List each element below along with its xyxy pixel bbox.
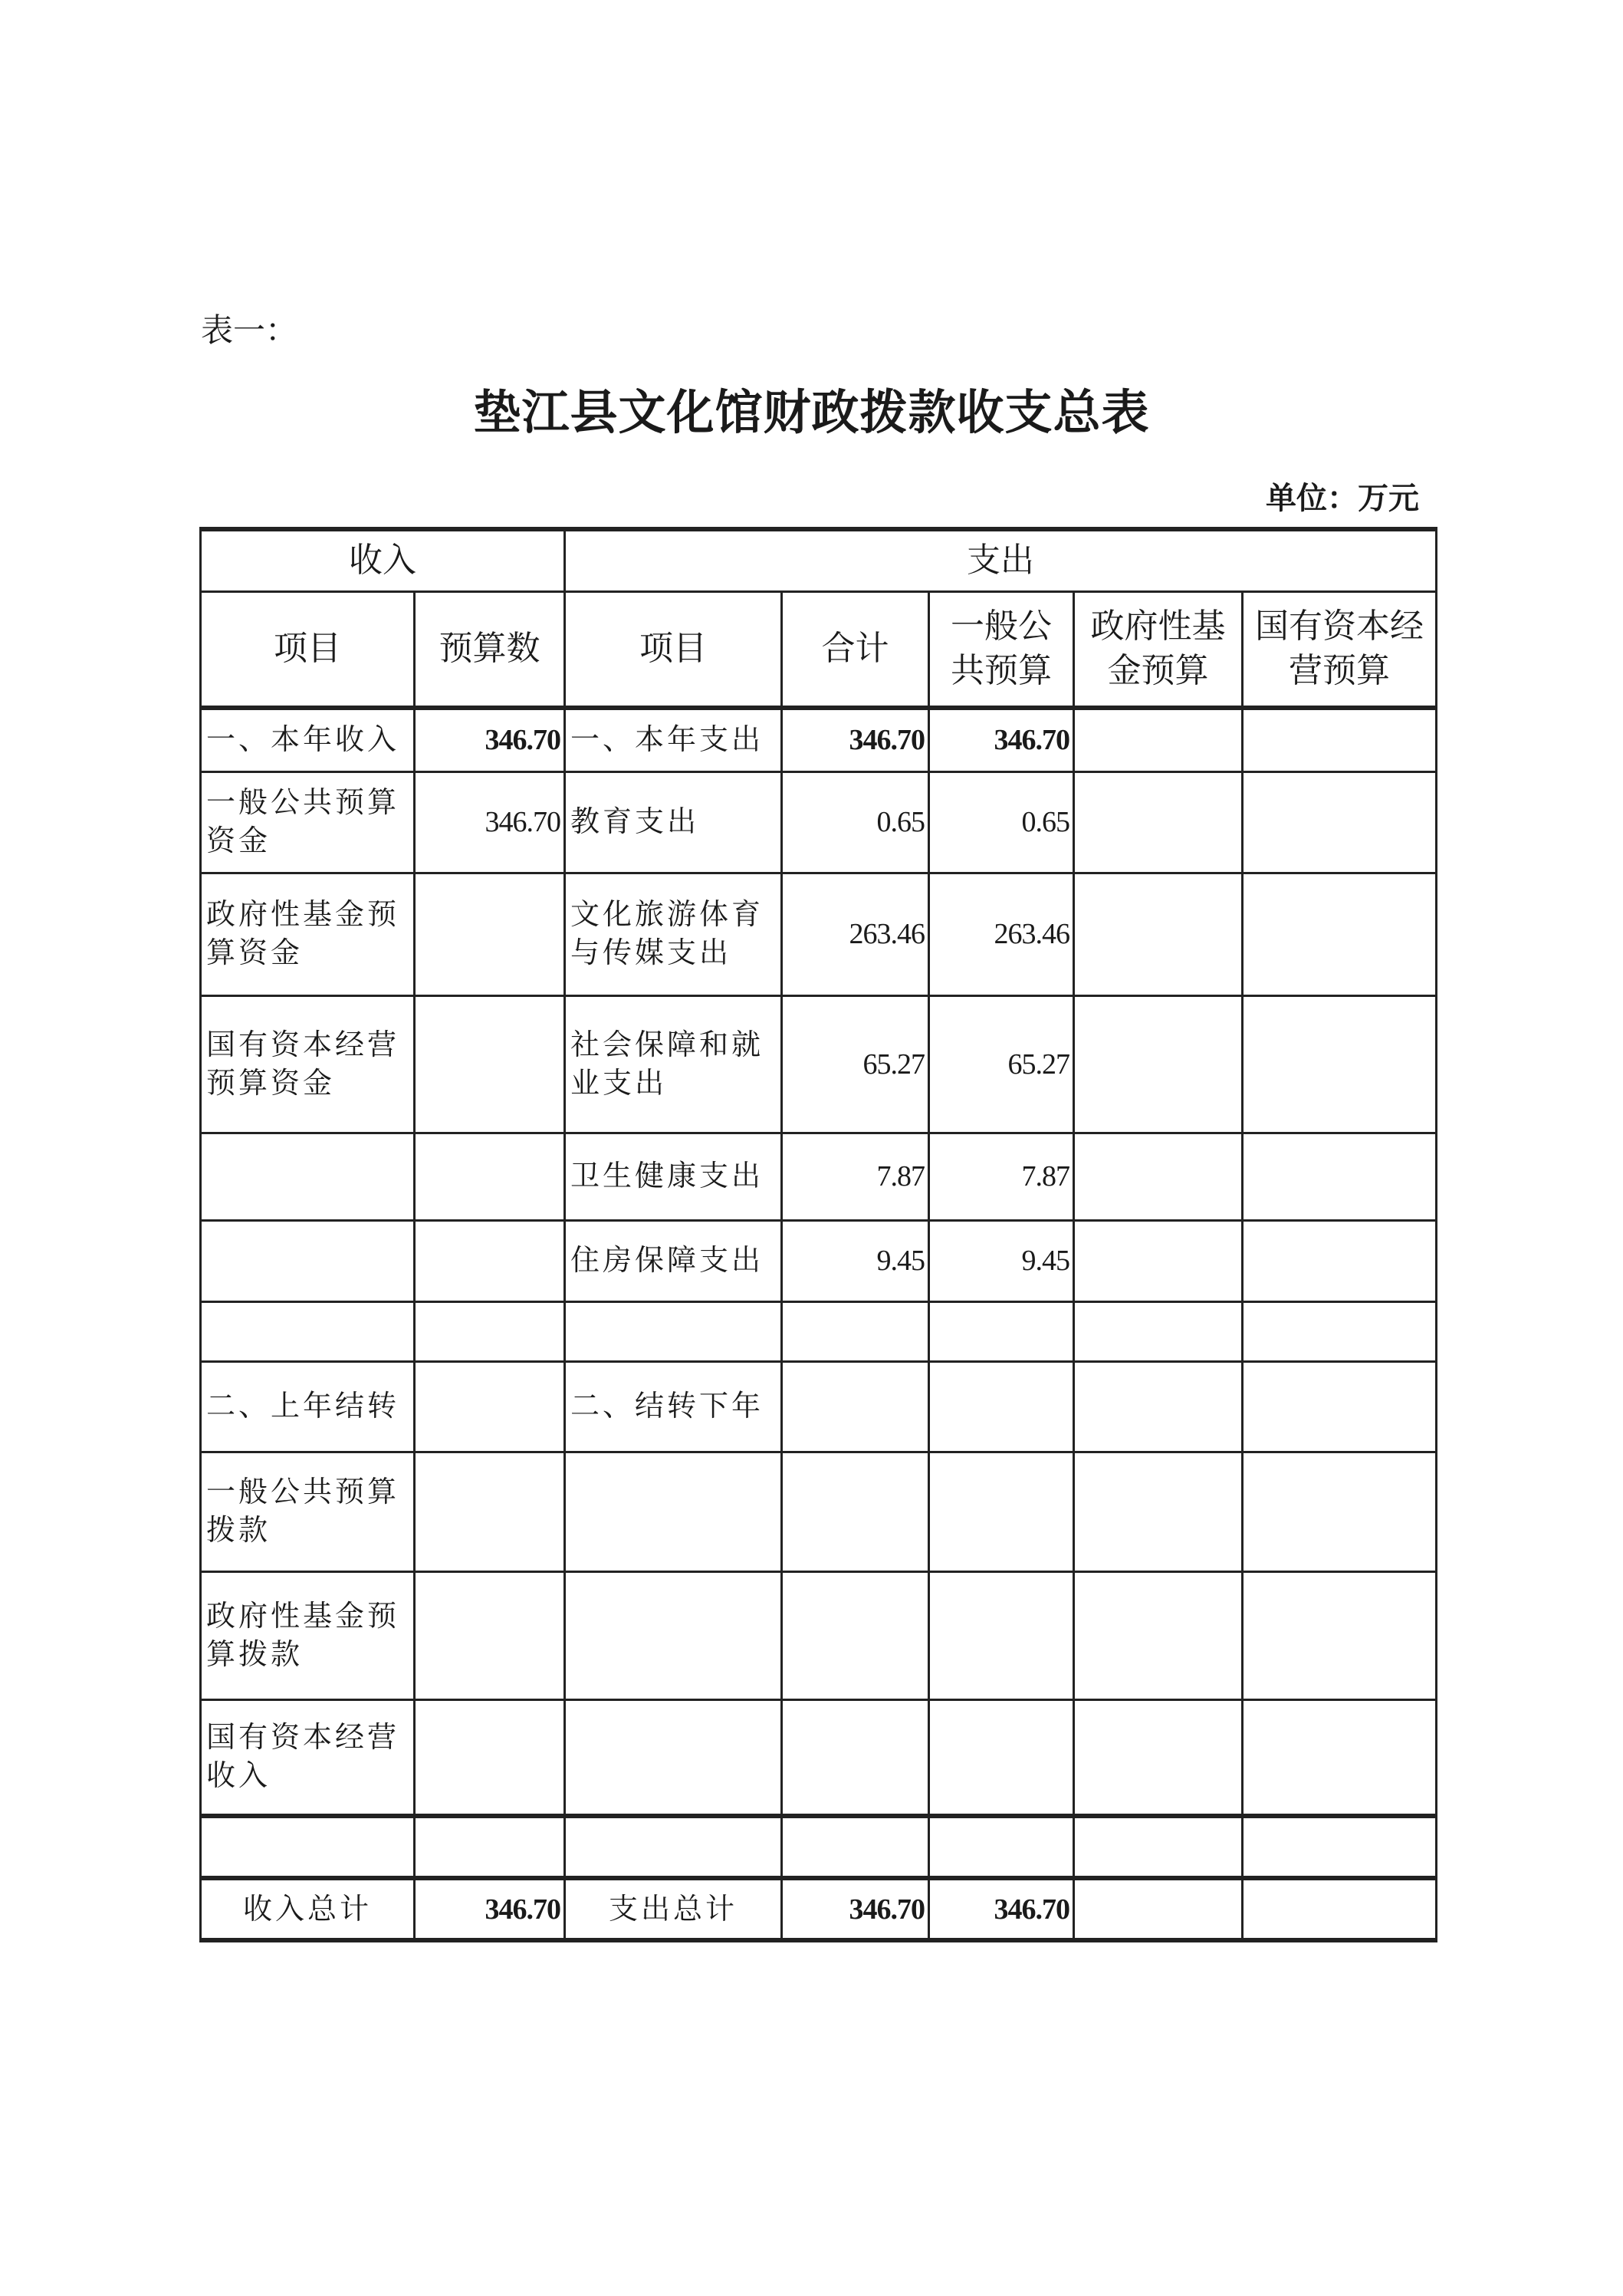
cell-c (565, 1571, 782, 1699)
cell-b (415, 873, 565, 995)
header-row-2 (201, 591, 1437, 708)
cell-f (1074, 1571, 1243, 1699)
cell-g (1243, 1133, 1437, 1220)
cell-a: 收入总计 (201, 1878, 415, 1940)
cell-g (1243, 1301, 1437, 1361)
table-row (201, 708, 1437, 771)
cell-b (415, 1699, 565, 1816)
cell-f (1074, 1133, 1243, 1220)
cell-f (1074, 1816, 1243, 1878)
cell-f (1074, 1220, 1243, 1301)
cell-c: 二、结转下年 (565, 1361, 782, 1452)
cell-f (1074, 1878, 1243, 1940)
col-header: 项目 (565, 591, 782, 708)
cell-b: 346.70 (415, 1878, 565, 1940)
cell-b: 346.70 (415, 771, 565, 873)
cell-e: 346.70 (929, 708, 1074, 771)
table-row (201, 873, 1437, 995)
cell-g (1243, 1878, 1437, 1940)
cell-e (929, 1816, 1074, 1878)
cell-d: 9.45 (782, 1220, 929, 1301)
cell-d: 65.27 (782, 995, 929, 1133)
cell-e (929, 1361, 1074, 1452)
cell-d (782, 1452, 929, 1571)
cell-d (782, 1816, 929, 1878)
cell-d: 0.65 (782, 771, 929, 873)
cell-f (1074, 1452, 1243, 1571)
cell-e (929, 1571, 1074, 1699)
table-row (201, 1699, 1437, 1816)
col-header: 国有资本经营预算 (1243, 591, 1437, 708)
cell-g (1243, 708, 1437, 771)
cell-a: 一般公共预算拨款 (201, 1452, 415, 1571)
table-row (201, 1301, 1437, 1361)
table-row (201, 1220, 1437, 1301)
table-row (201, 1361, 1437, 1452)
cell-d (782, 1301, 929, 1361)
cell-g (1243, 1361, 1437, 1452)
page-title: 垫江县文化馆财政拨款收支总表 (473, 384, 1150, 440)
cell-d: 346.70 (782, 708, 929, 771)
cell-g (1243, 1571, 1437, 1699)
cell-d (782, 1361, 929, 1452)
table-label: 表一： (201, 311, 298, 349)
cell-f (1074, 1301, 1243, 1361)
cell-a: 政府性基金预算资金 (201, 873, 415, 995)
table-row (201, 1878, 1437, 1940)
cell-b (415, 1571, 565, 1699)
cell-g (1243, 1816, 1437, 1878)
cell-c: 卫生健康支出 (565, 1133, 782, 1220)
cell-c: 支出总计 (565, 1878, 782, 1940)
cell-f (1074, 1699, 1243, 1816)
cell-e: 263.46 (929, 873, 1074, 995)
cell-e (929, 1301, 1074, 1361)
cell-a (201, 1816, 415, 1878)
cell-f (1074, 1361, 1243, 1452)
col-header: 预算数 (415, 591, 565, 708)
header-row-1 (201, 529, 1437, 591)
budget-table (199, 527, 1437, 1942)
col-header: 政府性基金预算 (1074, 591, 1243, 708)
cell-b (415, 1452, 565, 1571)
cell-d: 263.46 (782, 873, 929, 995)
cell-e (929, 1699, 1074, 1816)
col-header: 一般公共预算 (929, 591, 1074, 708)
cell-b (415, 1361, 565, 1452)
cell-a (201, 1220, 415, 1301)
table-row (201, 1816, 1437, 1878)
cell-a: 政府性基金预算拨款 (201, 1571, 415, 1699)
cell-e: 9.45 (929, 1220, 1074, 1301)
cell-a (201, 1133, 415, 1220)
cell-b (415, 1133, 565, 1220)
cell-a: 国有资本经营收入 (201, 1699, 415, 1816)
table-row (201, 995, 1437, 1133)
cell-c: 教育支出 (565, 771, 782, 873)
cell-c: 文化旅游体育与传媒支出 (565, 873, 782, 995)
cell-g (1243, 1220, 1437, 1301)
cell-a (201, 1301, 415, 1361)
cell-a: 国有资本经营预算资金 (201, 995, 415, 1133)
cell-d: 7.87 (782, 1133, 929, 1220)
cell-b (415, 1220, 565, 1301)
cell-g (1243, 1699, 1437, 1816)
cell-c (565, 1699, 782, 1816)
cell-a: 一、本年收入 (201, 708, 415, 771)
cell-b: 346.70 (415, 708, 565, 771)
table-row (201, 771, 1437, 873)
cell-f (1074, 771, 1243, 873)
header-income: 收入 (201, 529, 565, 591)
cell-c: 住房保障支出 (565, 1220, 782, 1301)
cell-e (929, 1452, 1074, 1571)
col-header: 项目 (201, 591, 415, 708)
cell-e: 0.65 (929, 771, 1074, 873)
cell-g (1243, 873, 1437, 995)
cell-e: 65.27 (929, 995, 1074, 1133)
cell-d: 346.70 (782, 1878, 929, 1940)
cell-a: 一般公共预算资金 (201, 771, 415, 873)
col-header: 合计 (782, 591, 929, 708)
table-row (201, 1571, 1437, 1699)
cell-d (782, 1571, 929, 1699)
unit-label: 单位：万元 (1266, 480, 1419, 516)
cell-b (415, 1816, 565, 1878)
cell-d (782, 1699, 929, 1816)
cell-g (1243, 771, 1437, 873)
cell-c: 社会保障和就业支出 (565, 995, 782, 1133)
cell-c (565, 1452, 782, 1571)
cell-g (1243, 1452, 1437, 1571)
table-row (201, 1452, 1437, 1571)
cell-a: 二、上年结转 (201, 1361, 415, 1452)
table-row (201, 1133, 1437, 1220)
cell-b (415, 995, 565, 1133)
cell-f (1074, 873, 1243, 995)
cell-e: 346.70 (929, 1878, 1074, 1940)
cell-f (1074, 995, 1243, 1133)
cell-g (1243, 995, 1437, 1133)
cell-e: 7.87 (929, 1133, 1074, 1220)
cell-f (1074, 708, 1243, 771)
cell-c (565, 1816, 782, 1878)
cell-c: 一、本年支出 (565, 708, 782, 771)
cell-b (415, 1301, 565, 1361)
header-expense: 支出 (565, 529, 1437, 591)
cell-c (565, 1301, 782, 1361)
